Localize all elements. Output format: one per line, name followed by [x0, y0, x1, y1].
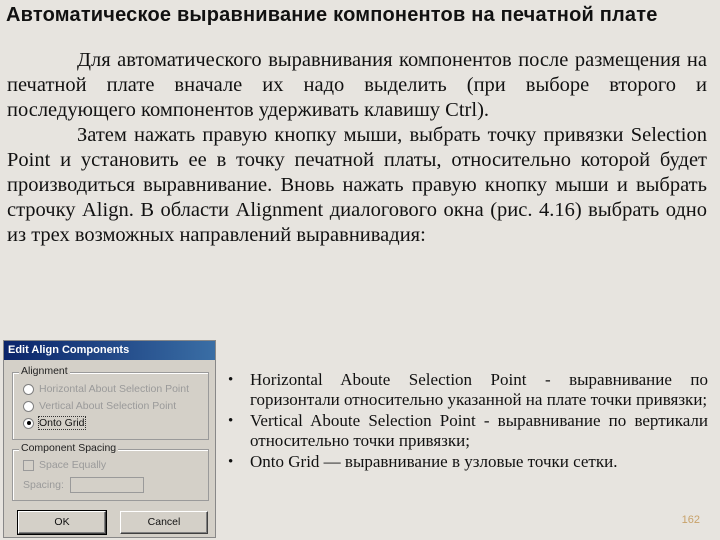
option-onto-grid-label: Onto Grid: [39, 417, 85, 429]
spacing-row: [23, 477, 144, 493]
alignment-group-label: Alignment: [21, 365, 68, 377]
paragraph-1: Для автоматического выравнивания компонентов после размещения на печатной плате вначале их надо выделить (при выборе второго и последующего компонентов удерживать клавишу Ctrl).: [7, 49, 707, 121]
dialog-title-bar: Edit Align Components: [4, 341, 215, 360]
radio-horizontal-icon[interactable]: [23, 384, 34, 395]
space-equally-checkbox-icon[interactable]: [23, 460, 34, 471]
bullet-text-horizontal: Horizontal Aboute Selection Point - выравнивание по горизонтали относительно указанной на плате точки привязки;: [250, 370, 708, 409]
space-equally-label: Space Equally: [39, 459, 107, 471]
bullet-text-onto-grid: Onto Grid — выравнивание в узловые точки сетки.: [250, 452, 618, 471]
cancel-button[interactable]: Cancel: [120, 511, 208, 534]
option-onto-grid[interactable]: [23, 417, 85, 429]
spacing-input[interactable]: [70, 477, 144, 493]
edit-align-components-dialog: [3, 340, 216, 538]
paragraph-2: Затем нажать правую кнопку мыши, выбрать точку привязки Selection Point и установить ее в точку печатной платы, относительно которой будет производиться выравнивание. Вновь нажать правую кнопку мыши и выбрать строчку Align. В области Alignment диалогового окна (рис. 4.16) выбрать одно из трех возможных направлений выравнивадия:: [7, 124, 707, 246]
bullet-icon: •: [228, 372, 234, 388]
ok-button[interactable]: OK: [18, 511, 106, 534]
option-vertical-label: Vertical About Selection Point: [39, 400, 177, 412]
slide-body: [7, 48, 707, 248]
component-spacing-group-label: Component Spacing: [21, 442, 117, 454]
option-vertical[interactable]: [23, 400, 176, 412]
component-spacing-group: [12, 442, 209, 501]
bullet-icon: •: [228, 413, 234, 429]
bullet-item-vertical: [228, 411, 708, 451]
space-equally-option[interactable]: [23, 459, 106, 471]
spacing-label: Spacing:: [23, 479, 64, 491]
bullet-icon: •: [228, 454, 234, 470]
option-horizontal-label: Horizontal About Selection Point: [39, 383, 190, 395]
radio-onto-grid-icon[interactable]: [23, 418, 34, 429]
bullet-item-horizontal: [228, 370, 708, 410]
bullet-list: [228, 370, 708, 473]
bullet-item-onto-grid: [228, 452, 708, 472]
bullet-text-vertical: Vertical Aboute Selection Point - выравнивание по вертикали относительно точки привязки;: [250, 411, 708, 450]
alignment-group: [12, 365, 209, 440]
radio-vertical-icon[interactable]: [23, 401, 34, 412]
option-horizontal[interactable]: [23, 383, 189, 395]
page-number: 162: [681, 514, 700, 526]
slide-title: Автоматическое выравнивание компонентов на печатной плате: [6, 4, 658, 26]
